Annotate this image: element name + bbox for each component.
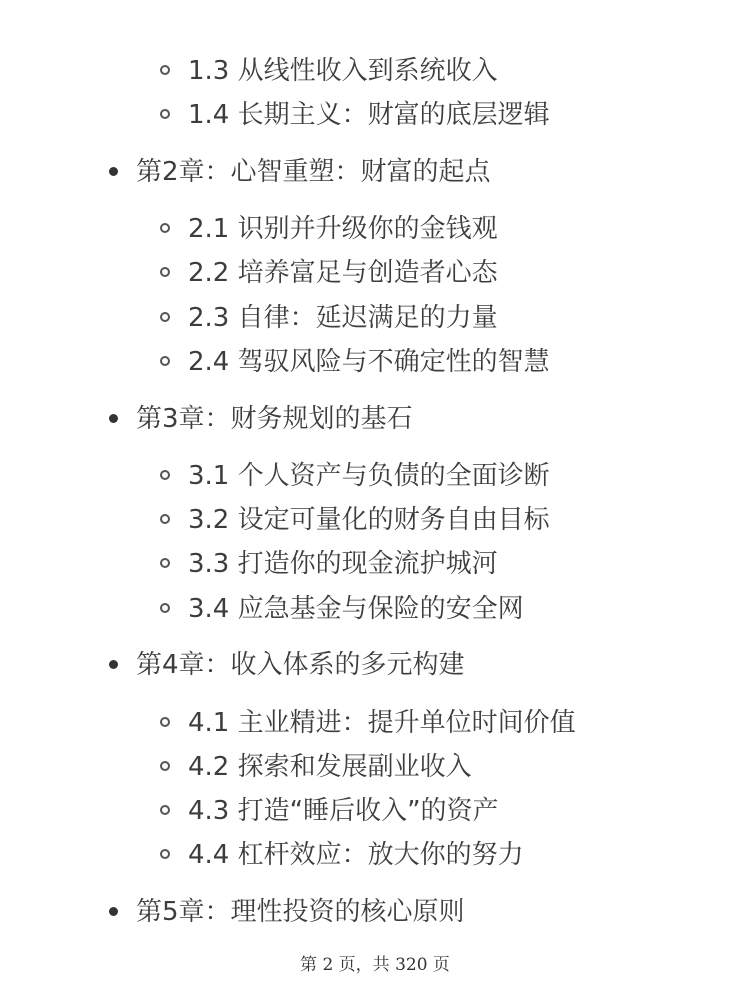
- solid-bullet-icon: [109, 167, 118, 176]
- hollow-bullet-icon: [160, 603, 170, 613]
- toc-entry-text: 4.2 探索和发展副业收入: [188, 752, 472, 782]
- toc-entry-text: 第4章：收入体系的多元构建: [136, 650, 465, 680]
- solid-bullet-icon: [109, 660, 118, 669]
- toc-entry-text: 4.3 打造“睡后收入”的资产: [188, 796, 499, 826]
- hollow-bullet-icon: [160, 805, 170, 815]
- hollow-bullet-icon: [160, 849, 170, 859]
- toc-entry-text: 1.3 从线性收入到系统收入: [188, 56, 498, 86]
- hollow-bullet-icon: [160, 356, 170, 366]
- hollow-bullet-icon: [160, 312, 170, 322]
- toc-entry-text: 2.4 驾驭风险与不确定性的智慧: [188, 347, 550, 377]
- toc-entry-text: 第2章：心智重塑：财富的起点: [136, 157, 491, 187]
- hollow-bullet-icon: [160, 65, 170, 75]
- hollow-bullet-icon: [160, 558, 170, 568]
- hollow-bullet-icon: [160, 223, 170, 233]
- hollow-bullet-icon: [160, 717, 170, 727]
- toc-entry-text: 第5章：理性投资的核心原则: [136, 897, 465, 927]
- toc-entry-text: 2.3 自律：延迟满足的力量: [188, 303, 498, 333]
- toc-entry-text: 1.4 长期主义：财富的底层逻辑: [188, 100, 550, 130]
- toc-entry-text: 4.4 杠杆效应：放大你的努力: [188, 840, 524, 870]
- hollow-bullet-icon: [160, 267, 170, 277]
- hollow-bullet-icon: [160, 514, 170, 524]
- toc-entry-text: 第3章：财务规划的基石: [136, 404, 413, 434]
- toc-entry-text: 3.4 应急基金与保险的安全网: [188, 594, 524, 624]
- solid-bullet-icon: [109, 907, 118, 916]
- toc-entry-text: 2.2 培养富足与创造者心态: [188, 258, 498, 288]
- toc-entry-text: 2.1 识别并升级你的金钱观: [188, 214, 498, 244]
- page-number-footer: 第 2 页，共 320 页: [300, 955, 450, 975]
- solid-bullet-icon: [109, 414, 118, 423]
- toc-entry-text: 3.3 打造你的现金流护城河: [188, 549, 498, 579]
- toc-entry-text: 3.1 个人资产与负债的全面诊断: [188, 461, 550, 491]
- hollow-bullet-icon: [160, 761, 170, 771]
- toc-entry-text: 3.2 设定可量化的财务自由目标: [188, 505, 550, 535]
- toc-entry-text: 4.1 主业精进：提升单位时间价值: [188, 708, 576, 738]
- hollow-bullet-icon: [160, 109, 170, 119]
- hollow-bullet-icon: [160, 470, 170, 480]
